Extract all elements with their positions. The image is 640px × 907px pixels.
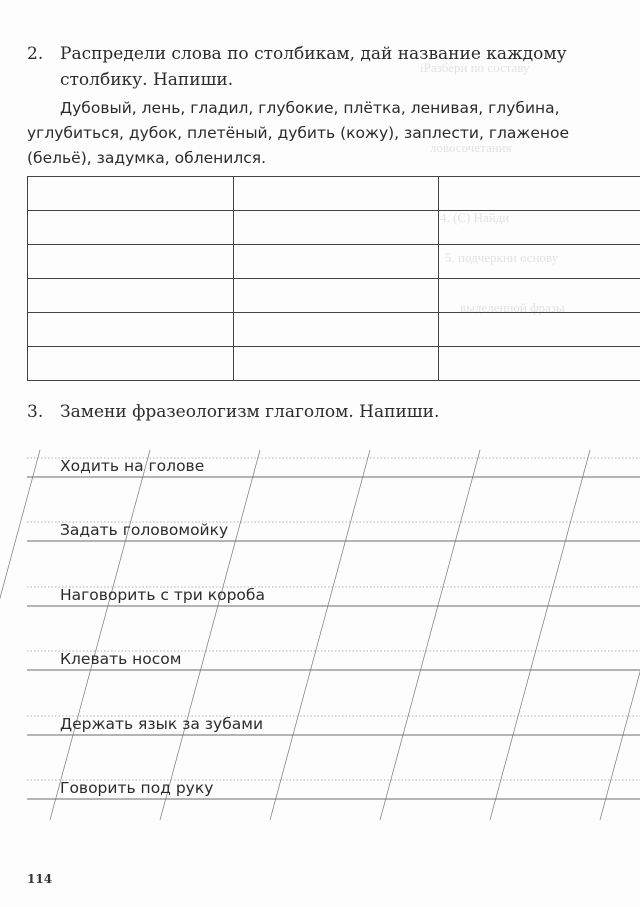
task2-words-line3: (бельё), задумка, обленился. [27, 149, 267, 167]
phrase-2: Задать головомойку [60, 521, 229, 539]
phrase-5: Держать язык за зубами [60, 715, 264, 733]
task2-number: 2. [27, 44, 44, 64]
page-number: 114 [27, 872, 53, 886]
task2-title-line1: Распредели слова по столбикам, дай название каждому [60, 44, 567, 64]
task3-number: 3. [27, 402, 44, 422]
task2-words-line1: Дубовый, лень, гладил, глубокие, плётка, ленивая, глубина, [60, 99, 560, 117]
task3-title: Замени фразеологизм глаголом. Напиши. [60, 402, 440, 422]
phrase-6: Говорить под руку [60, 779, 214, 797]
task2-title-line2: столбику. Напиши. [60, 70, 234, 90]
phrase-4: Клевать носом [60, 650, 182, 668]
phrase-1: Ходить на голове [60, 457, 205, 475]
task2-words-line2: углубиться, дубок, плетёный, дубить (кожу), заплести, глаженое [27, 124, 570, 142]
phrase-3: Наговорить с три короба [60, 586, 265, 604]
